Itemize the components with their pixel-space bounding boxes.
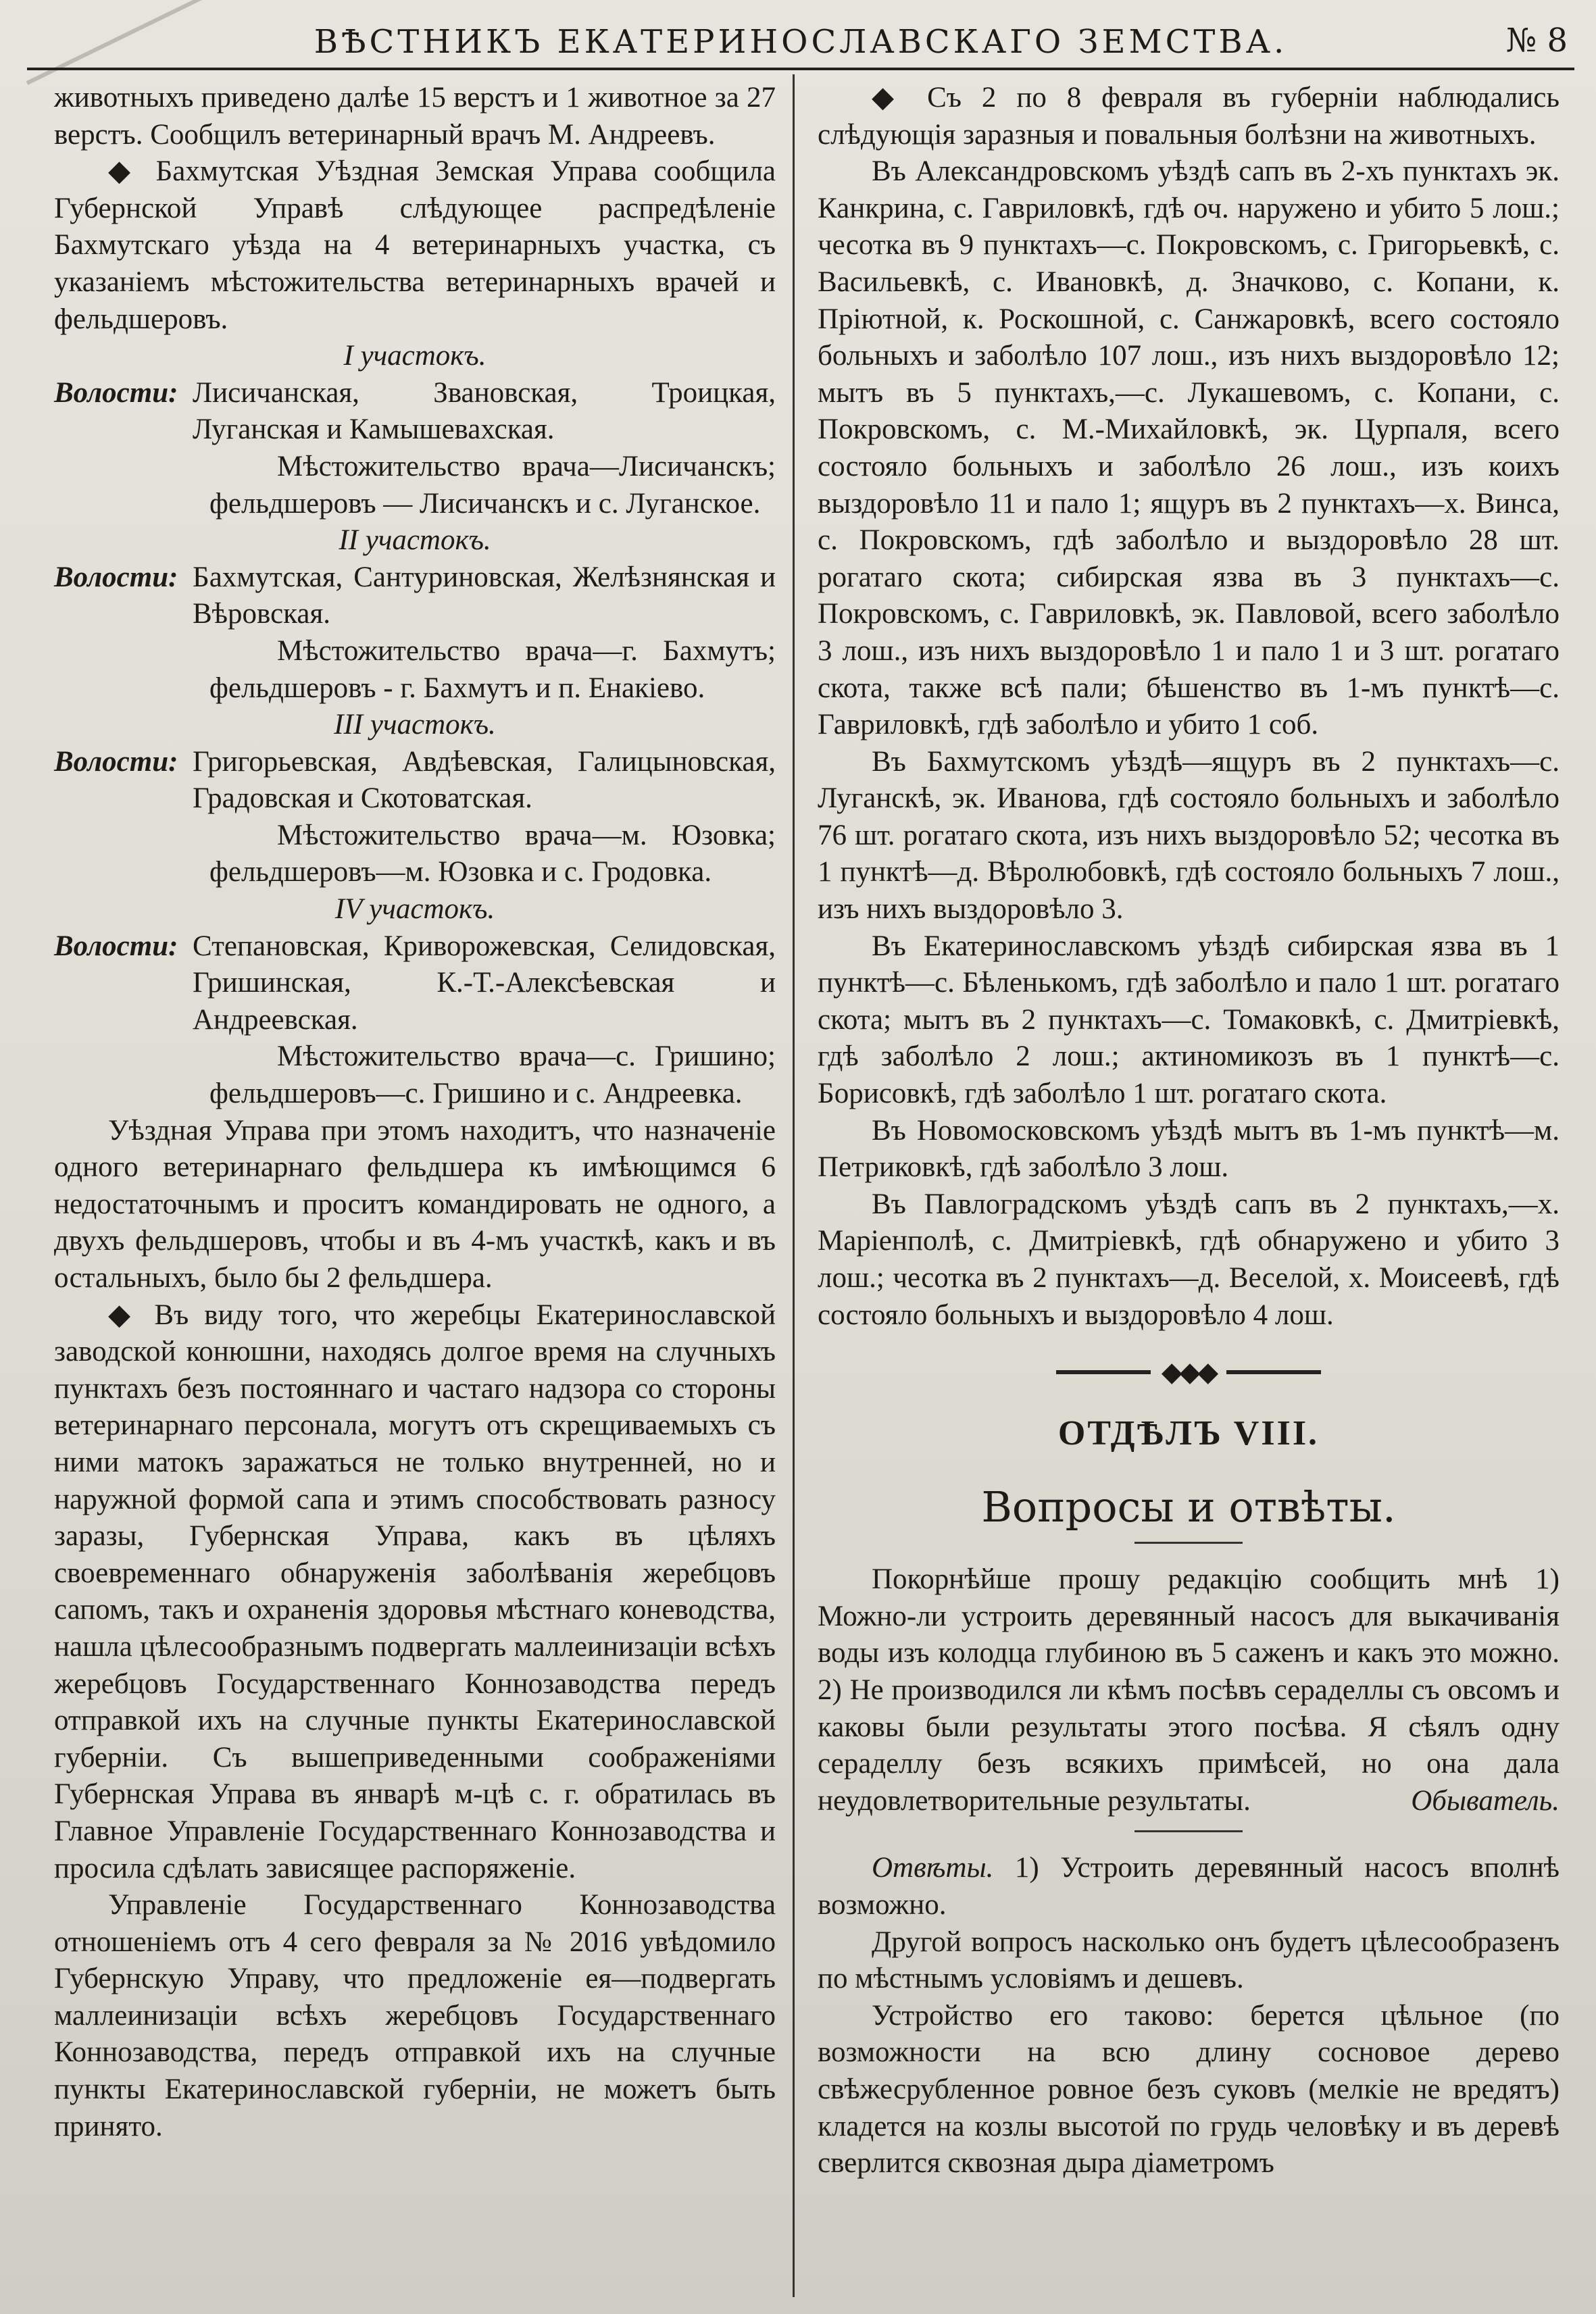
- section-ornament: [818, 1354, 1560, 1390]
- right-column: [818, 80, 1560, 2182]
- left-column: [54, 80, 776, 2145]
- district-heading: IV участокъ.: [334, 893, 495, 926]
- paragraph: Въ Бахмутскомъ уѣздѣ—ящуръ въ 2 пунктахъ—с. Луганскѣ, эк. Иванова, гдѣ состояло больныхъ и заболѣло 76 шт. рогатаго скота, изъ нихъ выздоровѣло 52; чесотка въ 1 пунктѣ—д. Вѣролюбовкѣ, гдѣ состояло больныхъ 7 лош., изъ нихъ выздоровѣло 3.: [818, 745, 1560, 926]
- issue-number: № 8: [1505, 22, 1568, 59]
- volosti-label: Волости:: [54, 930, 178, 962]
- residence-text: Мѣстожительство врача—с. Гришино; фельдшеровъ—с. Гришино и с. Андреевка.: [209, 1040, 776, 1110]
- volosti-entry: [54, 559, 776, 633]
- section-title: ОТДѢЛЪ VIII.: [1057, 1414, 1320, 1453]
- volosti-list: Григорьевская, Авдѣевская, Галицыновская, Градовская и Скотоватская.: [193, 745, 776, 815]
- paragraph: Въ Екатеринославскомъ уѣздѣ сибирская язва въ 1 пунктѣ—с. Бѣленькомъ, гдѣ заболѣло и пало 1 шт. рогатаго скота; мытъ въ 2 пунктахъ—с. Томаковкѣ, с. Дмитріевкѣ, гдѣ заболѣло 2 лош.; актиномикозъ въ 1 пунктѣ—с. Борисовкѣ, гдѣ заболѣло 1 шт. рогатаго скота.: [818, 930, 1560, 1110]
- section-subtitle: Вопросы и отвѣты.: [981, 1482, 1396, 1532]
- question-signature: Обыватель.: [1411, 1784, 1560, 1817]
- paragraph: Уѣздная Управа при этомъ находитъ, что назначеніе одного ветеринарнаго фельдшера къ имѣющимся 6 недостаточнымъ и проситъ командировать не одного, а двухъ фельдшеровъ, чтобы и въ 4-мъ участкѣ, какъ и въ остальныхъ, было бы 2 фельдшера.: [54, 1114, 776, 1294]
- ornament-diamond-icon: ◆◆◆: [1161, 1356, 1216, 1388]
- paragraph: Другой вопросъ насколько онъ будетъ цѣлесообразенъ по мѣстнымъ условіямъ и дешевъ.: [818, 1926, 1560, 1995]
- volosti-entry: [54, 928, 776, 1039]
- divider: [1134, 1542, 1243, 1544]
- volosti-list: Степановская, Криворожевская, Селидовская, Гришинская, К.-Т.-Алексѣевская и Андреевская.: [193, 930, 776, 1036]
- answer-paragraph: [818, 1850, 1560, 1923]
- district-heading: III участокъ.: [334, 709, 496, 741]
- paragraph: Управленіе Государственнаго Коннозаводства отношеніемъ отъ 4 сего февраля за № 2016 увѣдомило Губернскую Управу, что предложеніе ея—подвергать маллеинизаціи всѣхъ жеребцовъ Государственнаго Коннозаводства, передъ отправкой ихъ на случные пункты Екатеринославской губерніи, не можетъ быть принято.: [54, 1889, 776, 2142]
- volosti-label: Волости:: [54, 745, 178, 778]
- residence-text: Мѣстожительство врача—Лисичанскъ; фельдшеровъ — Лисичанскъ и с. Луганское.: [209, 450, 776, 520]
- column-divider: [793, 74, 795, 2297]
- residence-text: Мѣстожительство врача—г. Бахмутъ; фельдшеровъ - г. Бахмутъ и п. Енакіево.: [209, 634, 776, 704]
- journal-title: ВѢСТНИКЪ ЕКАТЕРИНОСЛАВСКАГО ЗЕМСТВА.: [314, 23, 1288, 61]
- paragraph: Въ Новомосковскомъ уѣздѣ мытъ въ 1-мъ пунктѣ—м. Петриковкѣ, гдѣ заболѣло 3 лош.: [818, 1114, 1560, 1184]
- ornament-rule: [1226, 1370, 1321, 1374]
- ornament-rule: [1056, 1370, 1151, 1374]
- volosti-entry: [54, 744, 776, 818]
- answer-text: 1) Устроить деревянный насосъ вполнѣ возможно.: [818, 1852, 1560, 1921]
- divider: [1134, 1830, 1243, 1832]
- paragraph: Устройство его таково: берется цѣльное (по возможности на всю длину сосновое дерево свѣжесрубленное ровное безъ суковъ (мелкіе не вредятъ) кладется на козлы высотой по грудь человѣку и въ деревѣ сверлится сквозная дыра діаметромъ: [818, 1999, 1560, 2180]
- volosti-entry: [54, 375, 776, 449]
- volosti-list: Лисичанская, Звановская, Троицкая, Луганская и Камышевахская.: [193, 376, 776, 446]
- district-heading: II участокъ.: [339, 524, 491, 557]
- district-heading: I участокъ.: [343, 340, 487, 372]
- volosti-label: Волости:: [54, 376, 178, 409]
- paragraph: животныхъ приведено далѣе 15 верстъ и 1 животное за 27 верстъ. Сообщилъ ветеринарный врачъ М. Андреевъ.: [54, 82, 776, 151]
- page-header: [27, 12, 1574, 70]
- residence-text: Мѣстожительство врача—м. Юзовка; фельдшеровъ—м. Юзовка и с. Гродовка.: [209, 819, 776, 888]
- volosti-list: Бахмутская, Сантуриновская, Желѣзнянская и Вѣровская.: [193, 561, 776, 630]
- paragraph: Въ Павлоградскомъ уѣздѣ сапъ въ 2 пунктахъ,—х. Маріенполѣ, с. Дмитріевкѣ, гдѣ обнаружено и убито 3 лош.; чесотка въ 2 пунктахъ—д. Веселой, х. Моисеевѣ, гдѣ состояло больныхъ и выздоровѣло 4 лош.: [818, 1188, 1560, 1331]
- paragraph-stallions: ◆ Въ виду того, что жеребцы Екатеринославской заводской конюшни, находясь долгое время на случныхъ пунктахъ безъ постояннаго и частаго надзора со стороны ветеринарнаго персонала, могутъ отъ скрещиваемыхъ съ ними матокъ заражаться не только внутренней, но и наружной формой сапа и этимъ способствовать разносу заразы, Губернская Управа, какъ въ цѣляхъ своевременнаго обнаруженія заболѣванія жеребцовъ сапомъ, такъ и охраненія здоровья мѣстнаго коневодства, нашла цѣлесообразнымъ подвергать маллеинизаціи всѣхъ жеребцовъ Государственнаго Коннозаводства передъ отправкой ихъ на случные пункты Екатеринославской губерніи. Съ вышеприведенными соображеніями Губернская Управа въ январѣ м-цѣ с. г. обратилась въ Главное Управленіе Государственнаго Коннозаводства и просила сдѣлать зависящее распоряженіе.: [54, 1299, 776, 1884]
- paragraph: Въ Александровскомъ уѣздѣ сапъ въ 2-хъ пунктахъ эк. Канкрина, с. Гавриловкѣ, гдѣ оч. наружено и убито 5 лош.; чесотка въ 9 пунктахъ—с. Покровскомъ, с. Григорьевкѣ, с. Васильевкѣ, с. Ивановкѣ, д. Значково, с. Копани, к. Пріютной, к. Роскошной, с. Санжаровкѣ, всего состояло больныхъ и заболѣло 107 лош., изъ нихъ выздоровѣло 12; мытъ въ 5 пунктахъ,—с. Лукашевомъ, с. Копани, с. Покровскомъ, с. М.-Михайловкѣ, эк. Цурпаля, всего состояло больныхъ и заболѣло 26 лош., изъ коихъ выздоровѣло 11 и пало 1; ящуръ въ 2 пунктахъ—х. Винса, с. Покровскомъ, гдѣ заболѣло и выздоровѣло 28 шт. рогатаго скота; сибирская язва въ 3 пунктахъ—с. Покровскомъ, с. Гавриловкѣ, эк. Павловой, всего заболѣло 3 лош., изъ нихъ выздоровѣло 1 и пало 1 и 3 шт. рогатаго скота, также всѣ пали; бѣшенство въ 1-мъ пунктѣ—с. Гавриловкѣ, гдѣ заболѣло и убито 1 соб.: [818, 155, 1560, 741]
- paragraph-epizootic-report: ◆ Съ 2 по 8 февраля въ губерніи наблюдались слѣдующія заразныя и повальныя болѣзни на животныхъ.: [818, 82, 1560, 151]
- volosti-label: Волости:: [54, 561, 178, 593]
- reader-question: [818, 1561, 1560, 1819]
- answer-label: Отвѣты.: [872, 1852, 994, 1884]
- question-text: Покорнѣйше прошу редакцію сообщить мнѣ 1) Можно-ли устроить деревянный насосъ для выкачиванія воды изъ колодца глубиною въ 5 саженъ и какъ это можно. 2) Не производился ли кѣмъ посѣвъ сераделлы съ овсомъ и каковы были результаты этого посѣва. Я сѣялъ одну сераделлу безъ всякихъ примѣсей, но она дала неудовлетворительные результаты.: [818, 1563, 1560, 1817]
- paragraph-bakhmut-announcement: ◆ Бахмутская Уѣздная Земская Управа сообщила Губернской Управѣ слѣдующее распредѣленіе Бахмутскаго уѣзда на 4 ветеринарныхъ участка, съ указаніемъ мѣстожительства ветеринарныхъ врачей и фельдшеровъ.: [54, 155, 776, 335]
